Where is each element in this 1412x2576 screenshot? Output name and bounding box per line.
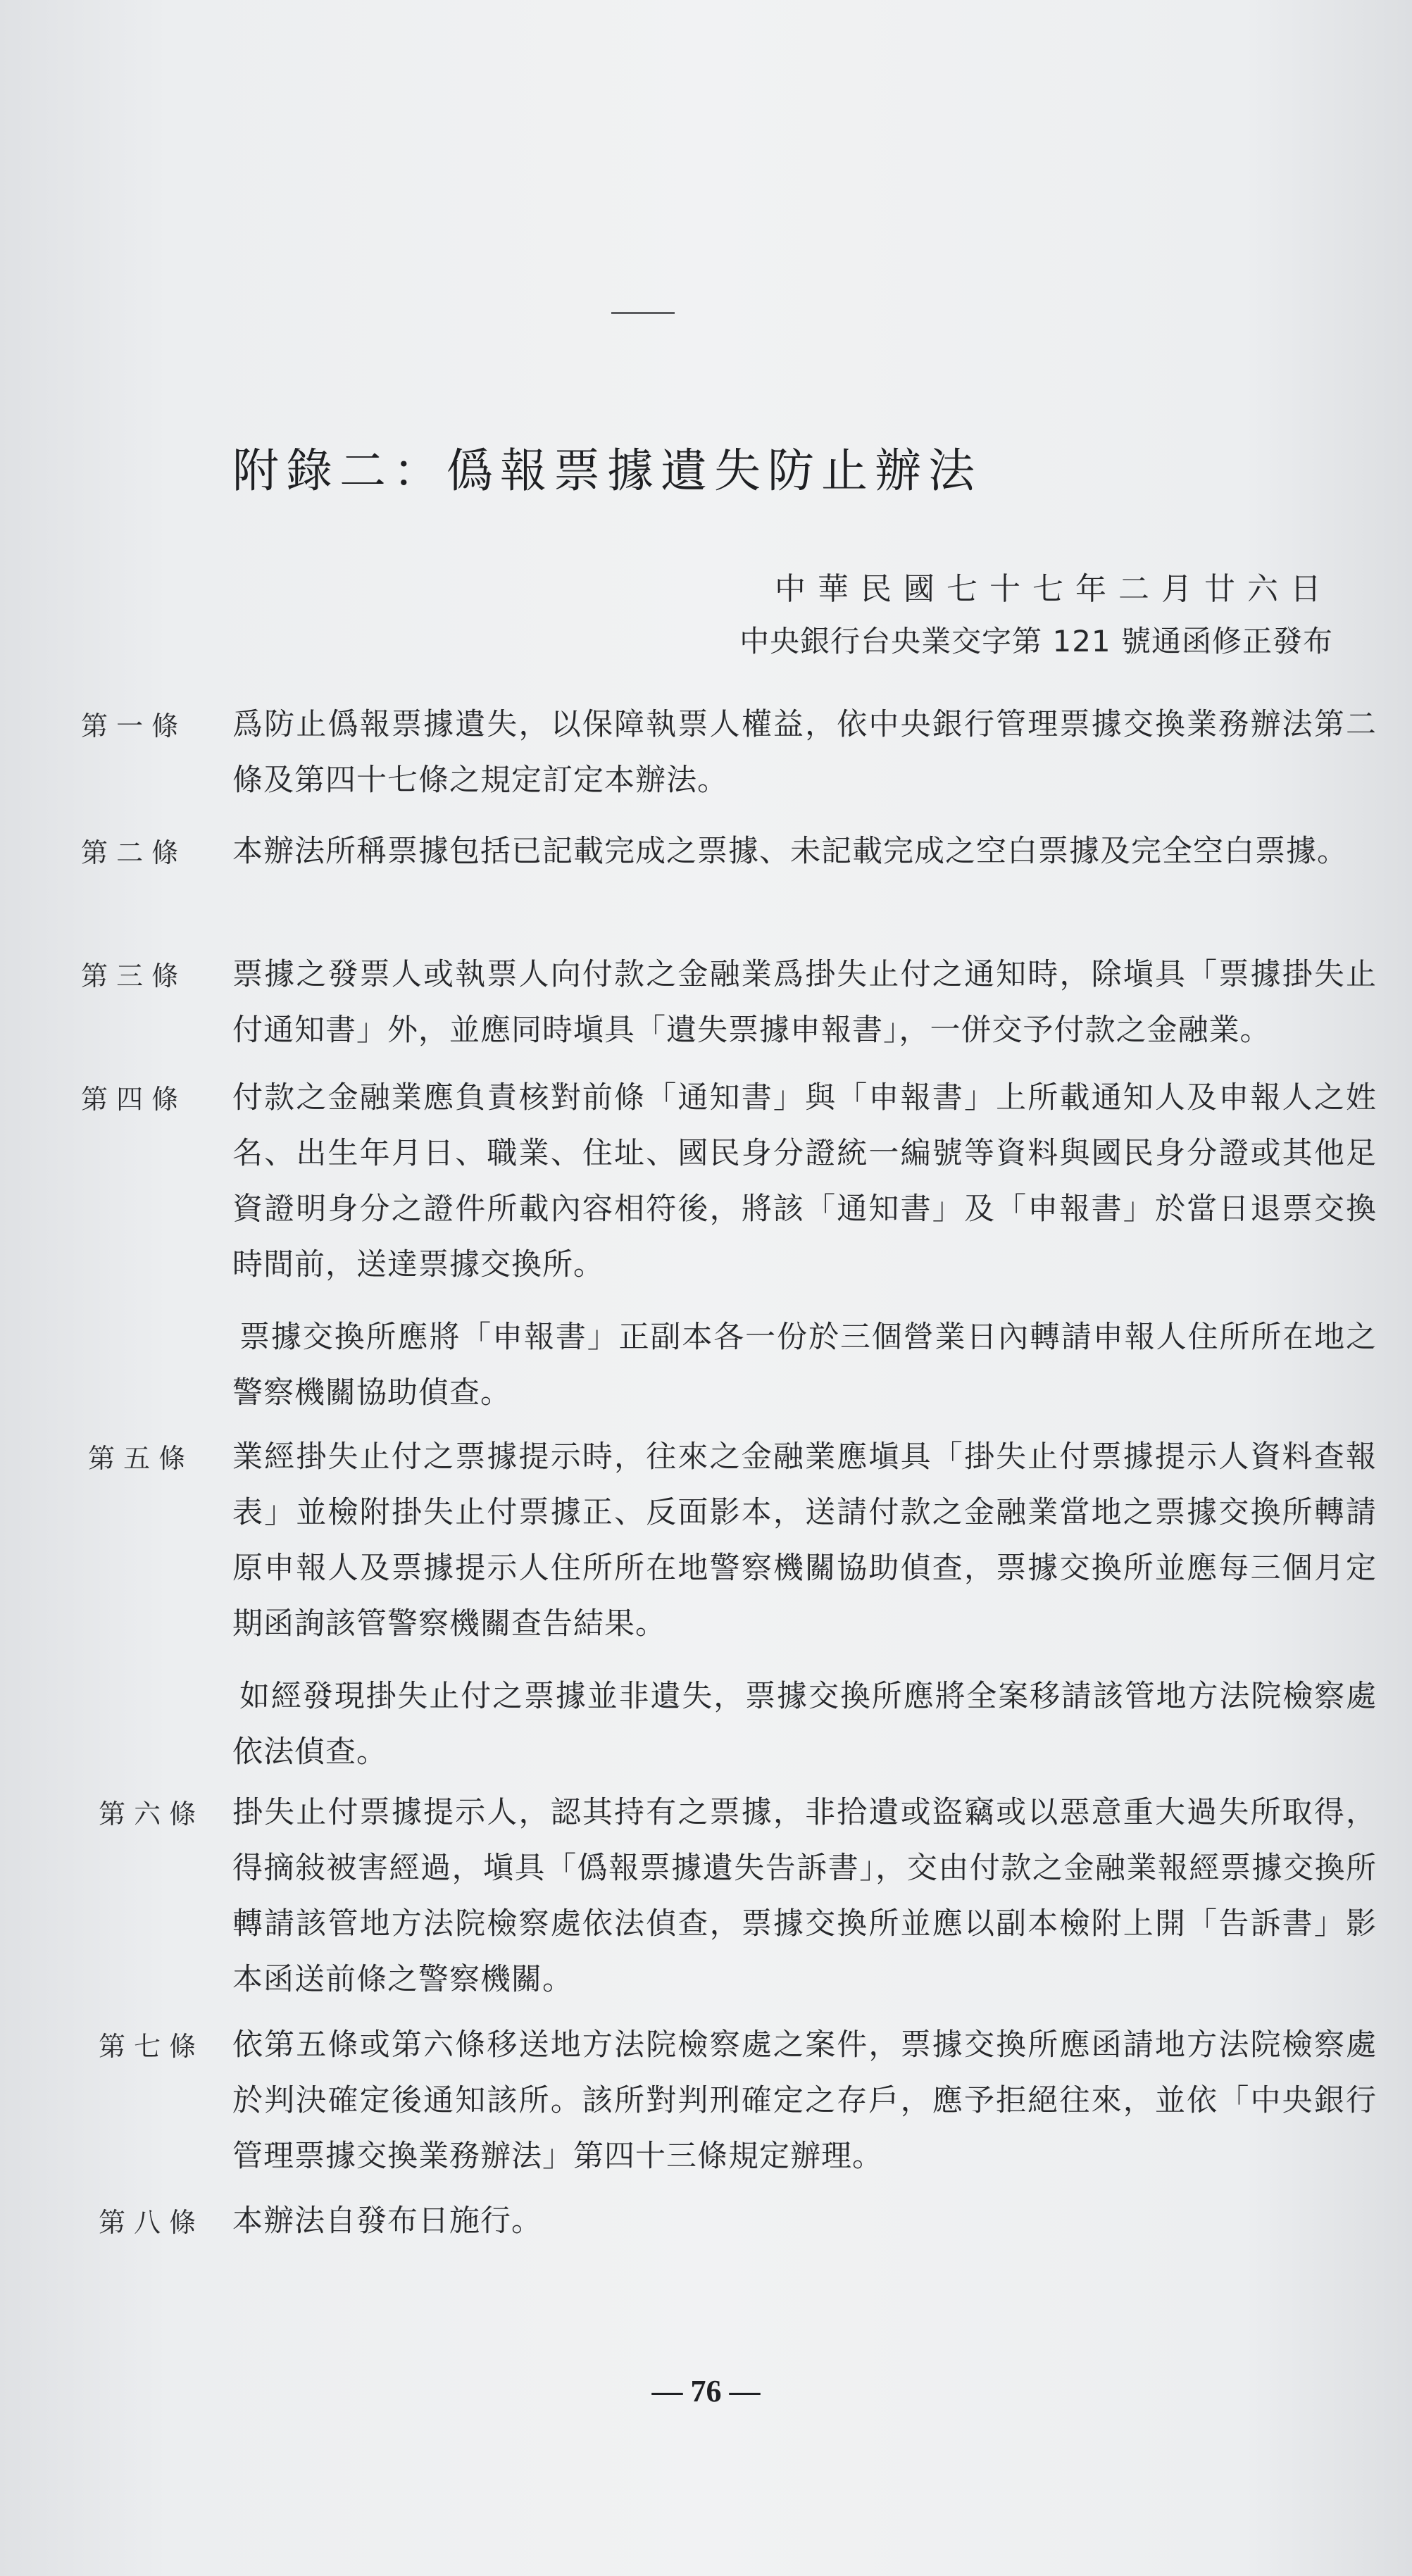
issuance-reference: 中央銀行台央業交字第 121 號通函修正發布: [739, 624, 1333, 658]
article-label: 第 四 條: [81, 1084, 179, 1115]
article-text: 付款之金融業應負責核對前條「通知書」與「申報書」上所載通知人及申報人之姓名、出生年月日、職業、住址、國民身分證統一編號等資料與國民身分證或其他足資證明身分之證件所載內容相符後，將該「通知書」及「申報書」於當日退票交換時間前，送達票據交換所。: [232, 1080, 1377, 1282]
article-text: 如經發現掛失止付之票據並非遺失，票據交換所應將全案移請該管地方法院檢察處依法偵查。: [232, 1679, 1377, 1770]
article-label: 第 二 條: [81, 837, 179, 868]
article-text: 掛失止付票據提示人，認其持有之票據，非拾遺或盜竊或以惡意重大過失所取得，得摘敍被害經過，塡具「僞報票據遺失告訴書」，交由付款之金融業報經票據交換所轉請該管地方法院檢察處依法偵查，票據交換所並應以副本檢附上開「告訴書」影本函送前條之警察機關。: [232, 1795, 1377, 1997]
article-label: 第 三 條: [81, 961, 179, 992]
article-text: 業經掛失止付之票據提示時，往來之金融業應塡具「掛失止付票據提示人資料查報表」並檢附掛失止付票據正、反面影本，送請付款之金融業當地之票據交換所轉請原申報人及票據提示人住所所在地警察機關協助偵查，票據交換所並應每三個月定期函詢該管警察機關查告結果。: [232, 1439, 1377, 1642]
article-label: 第 一 條: [81, 711, 179, 742]
article-text: 爲防止僞報票據遺失，以保障執票人權益，依中央銀行管理票據交換業務辦法第二條及第四十七條之規定訂定本辦法。: [232, 707, 1377, 798]
article-text: 票據之發票人或執票人向付款之金融業爲掛失止付之通知時，除塡具「票據掛失止付通知書」外，並應同時塡具「遺失票據申報書」，一併交予付款之金融業。: [232, 957, 1377, 1048]
article-label: 第 八 條: [99, 2207, 196, 2238]
article-label: 第 七 條: [99, 2031, 196, 2062]
article-label: 第 六 條: [99, 1799, 196, 1830]
article-text: 本辦法自發布日施行。: [232, 2203, 542, 2239]
page-title: 附錄二：僞報票據遺失防止辦法: [232, 444, 982, 498]
page-number: — 76 —: [651, 2374, 761, 2408]
top-divider: [611, 312, 675, 314]
article-text: 本辦法所稱票據包括已記載完成之票據、未記載完成之空白票據及完全空白票據。: [232, 834, 1348, 869]
article-text: 依第五條或第六條移送地方法院檢察處之案件，票據交換所應函請地方法院檢察處於判決確定後通知該所。該所對判刑確定之存戶，應予拒絕往來，並依「中央銀行管理票據交換業務辦法」第四十三條規定辦理。: [232, 2027, 1377, 2174]
promulgation-date: 中華民國七十七年二月廿六日: [775, 571, 1333, 607]
article-label: 第 五 條: [88, 1443, 186, 1474]
article-text: 票據交換所應將「申報書」正副本各一份於三個營業日內轉請申報人住所所在地之警察機關協助偵查。: [232, 1320, 1377, 1411]
